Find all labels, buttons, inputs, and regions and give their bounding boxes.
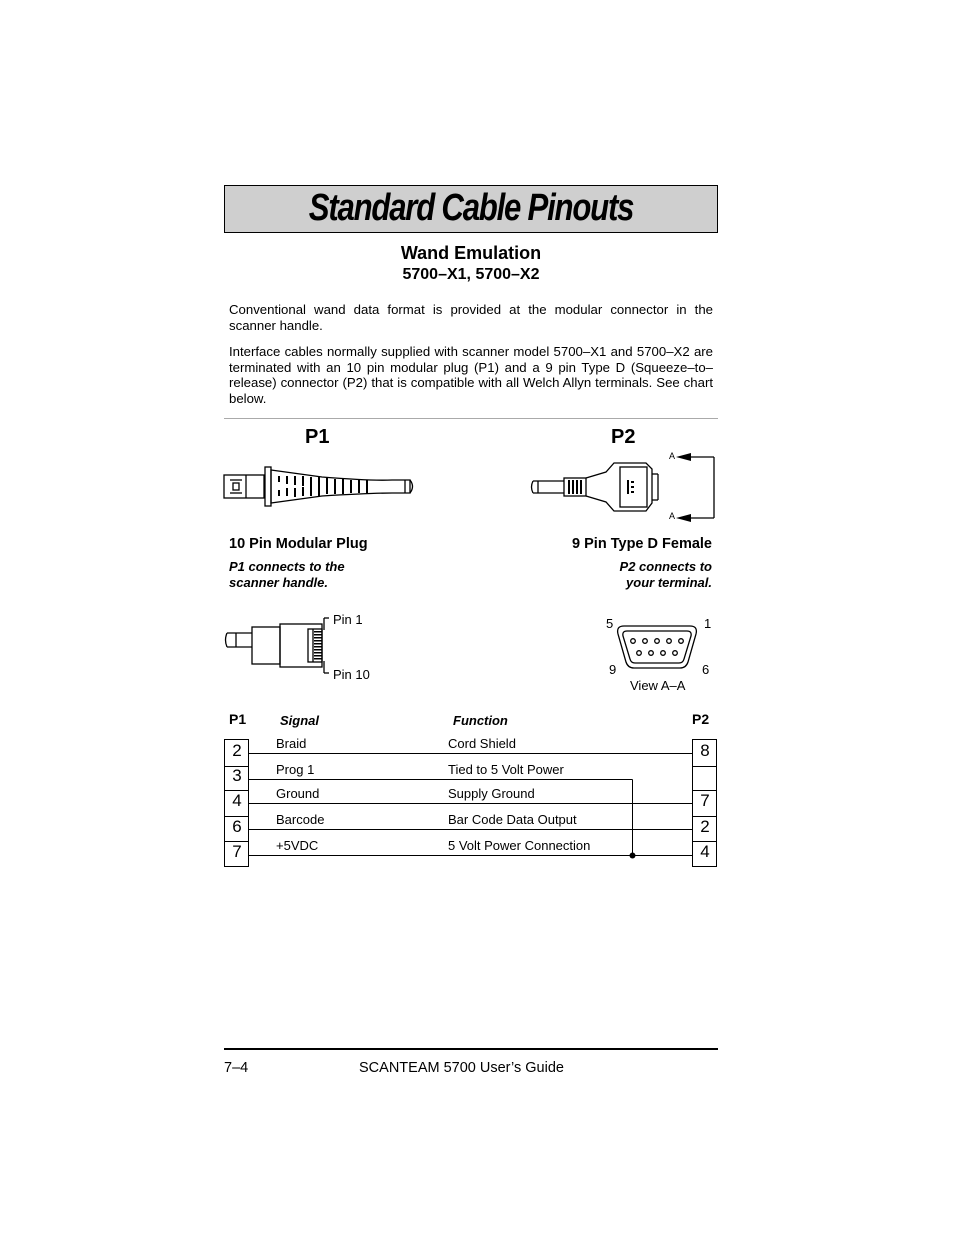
cable-paragraph: Interface cables normally supplied with scanner model 5700–X1 and 5700–X2 are terminated with an 10 pin modular plug (P1) and a 9 pin Type D (Squeeze–to–release) connector (P2) that is compatible with all Welch Allyn terminals. See chart below. (229, 344, 713, 406)
view-label: View A–A (630, 678, 686, 693)
table-p2-header: P2 (692, 711, 710, 727)
signal-cell: Braid (276, 736, 307, 751)
signal-header: Signal (280, 713, 320, 728)
table-p1-header: P1 (229, 711, 247, 727)
modular-plug-icon (222, 462, 417, 510)
section-mark-top: A (669, 451, 676, 461)
divider (224, 418, 718, 419)
p2-label: P2 (611, 426, 636, 448)
plug-pin-view-icon (222, 612, 334, 684)
intro-paragraph: Conventional wand data format is provided at the modular connector in the scanner handle. (229, 302, 713, 333)
p1-title: 10 Pin Modular Plug (229, 536, 368, 552)
p2-note-line2: your terminal. (626, 575, 712, 590)
function-header: Function (453, 713, 508, 728)
function-cell: Cord Shield (448, 736, 516, 751)
p2-title: 9 Pin Type D Female (572, 536, 712, 552)
page-title: Standard Cable Pinouts (308, 187, 634, 229)
guide-title: SCANTEAM 5700 User’s Guide (359, 1060, 564, 1076)
section-heading: Wand Emulation (400, 243, 542, 263)
p2-pin: 8 (700, 741, 710, 760)
p1-pin: 7 (232, 842, 242, 861)
p1-pin: 2 (232, 741, 242, 760)
p2-pin: 4 (700, 842, 710, 861)
pin10-label: Pin 10 (333, 667, 370, 682)
function-cell: 5 Volt Power Connection (448, 838, 591, 853)
p2-pin: 7 (700, 791, 710, 810)
function-cell: Supply Ground (448, 786, 535, 801)
signal-cell: Ground (276, 786, 320, 801)
dsub-pin6-label: 6 (702, 662, 710, 677)
p1-note-line1: P1 connects to the (229, 559, 345, 574)
p1-pin: 6 (232, 817, 242, 836)
model-numbers: 5700–X1, 5700–X2 (402, 266, 540, 283)
signal-cell: +5VDC (276, 838, 319, 853)
pin1-label: Pin 1 (333, 612, 363, 627)
p2-note-line1: P2 connects to (619, 559, 712, 574)
dsub-connector-icon (528, 450, 720, 525)
dsub-face-icon (614, 624, 700, 672)
dsub-pin1-label: 1 (704, 616, 712, 631)
signal-cell: Prog 1 (276, 762, 315, 777)
dsub-pin5-label: 5 (606, 616, 614, 631)
signal-cell: Barcode (276, 812, 325, 827)
p2-pin: 2 (700, 817, 710, 836)
footer-rule (224, 1048, 718, 1050)
p1-pin: 4 (232, 791, 242, 810)
dsub-pin9-label: 9 (609, 662, 617, 677)
page-number: 7–4 (224, 1060, 249, 1076)
p1-pin: 3 (232, 766, 242, 785)
function-cell: Bar Code Data Output (448, 812, 577, 827)
p1-note-line2: scanner handle. (229, 575, 328, 590)
p1-label: P1 (305, 426, 330, 448)
function-cell: Tied to 5 Volt Power (448, 762, 564, 777)
section-mark-bottom: A (669, 511, 676, 521)
